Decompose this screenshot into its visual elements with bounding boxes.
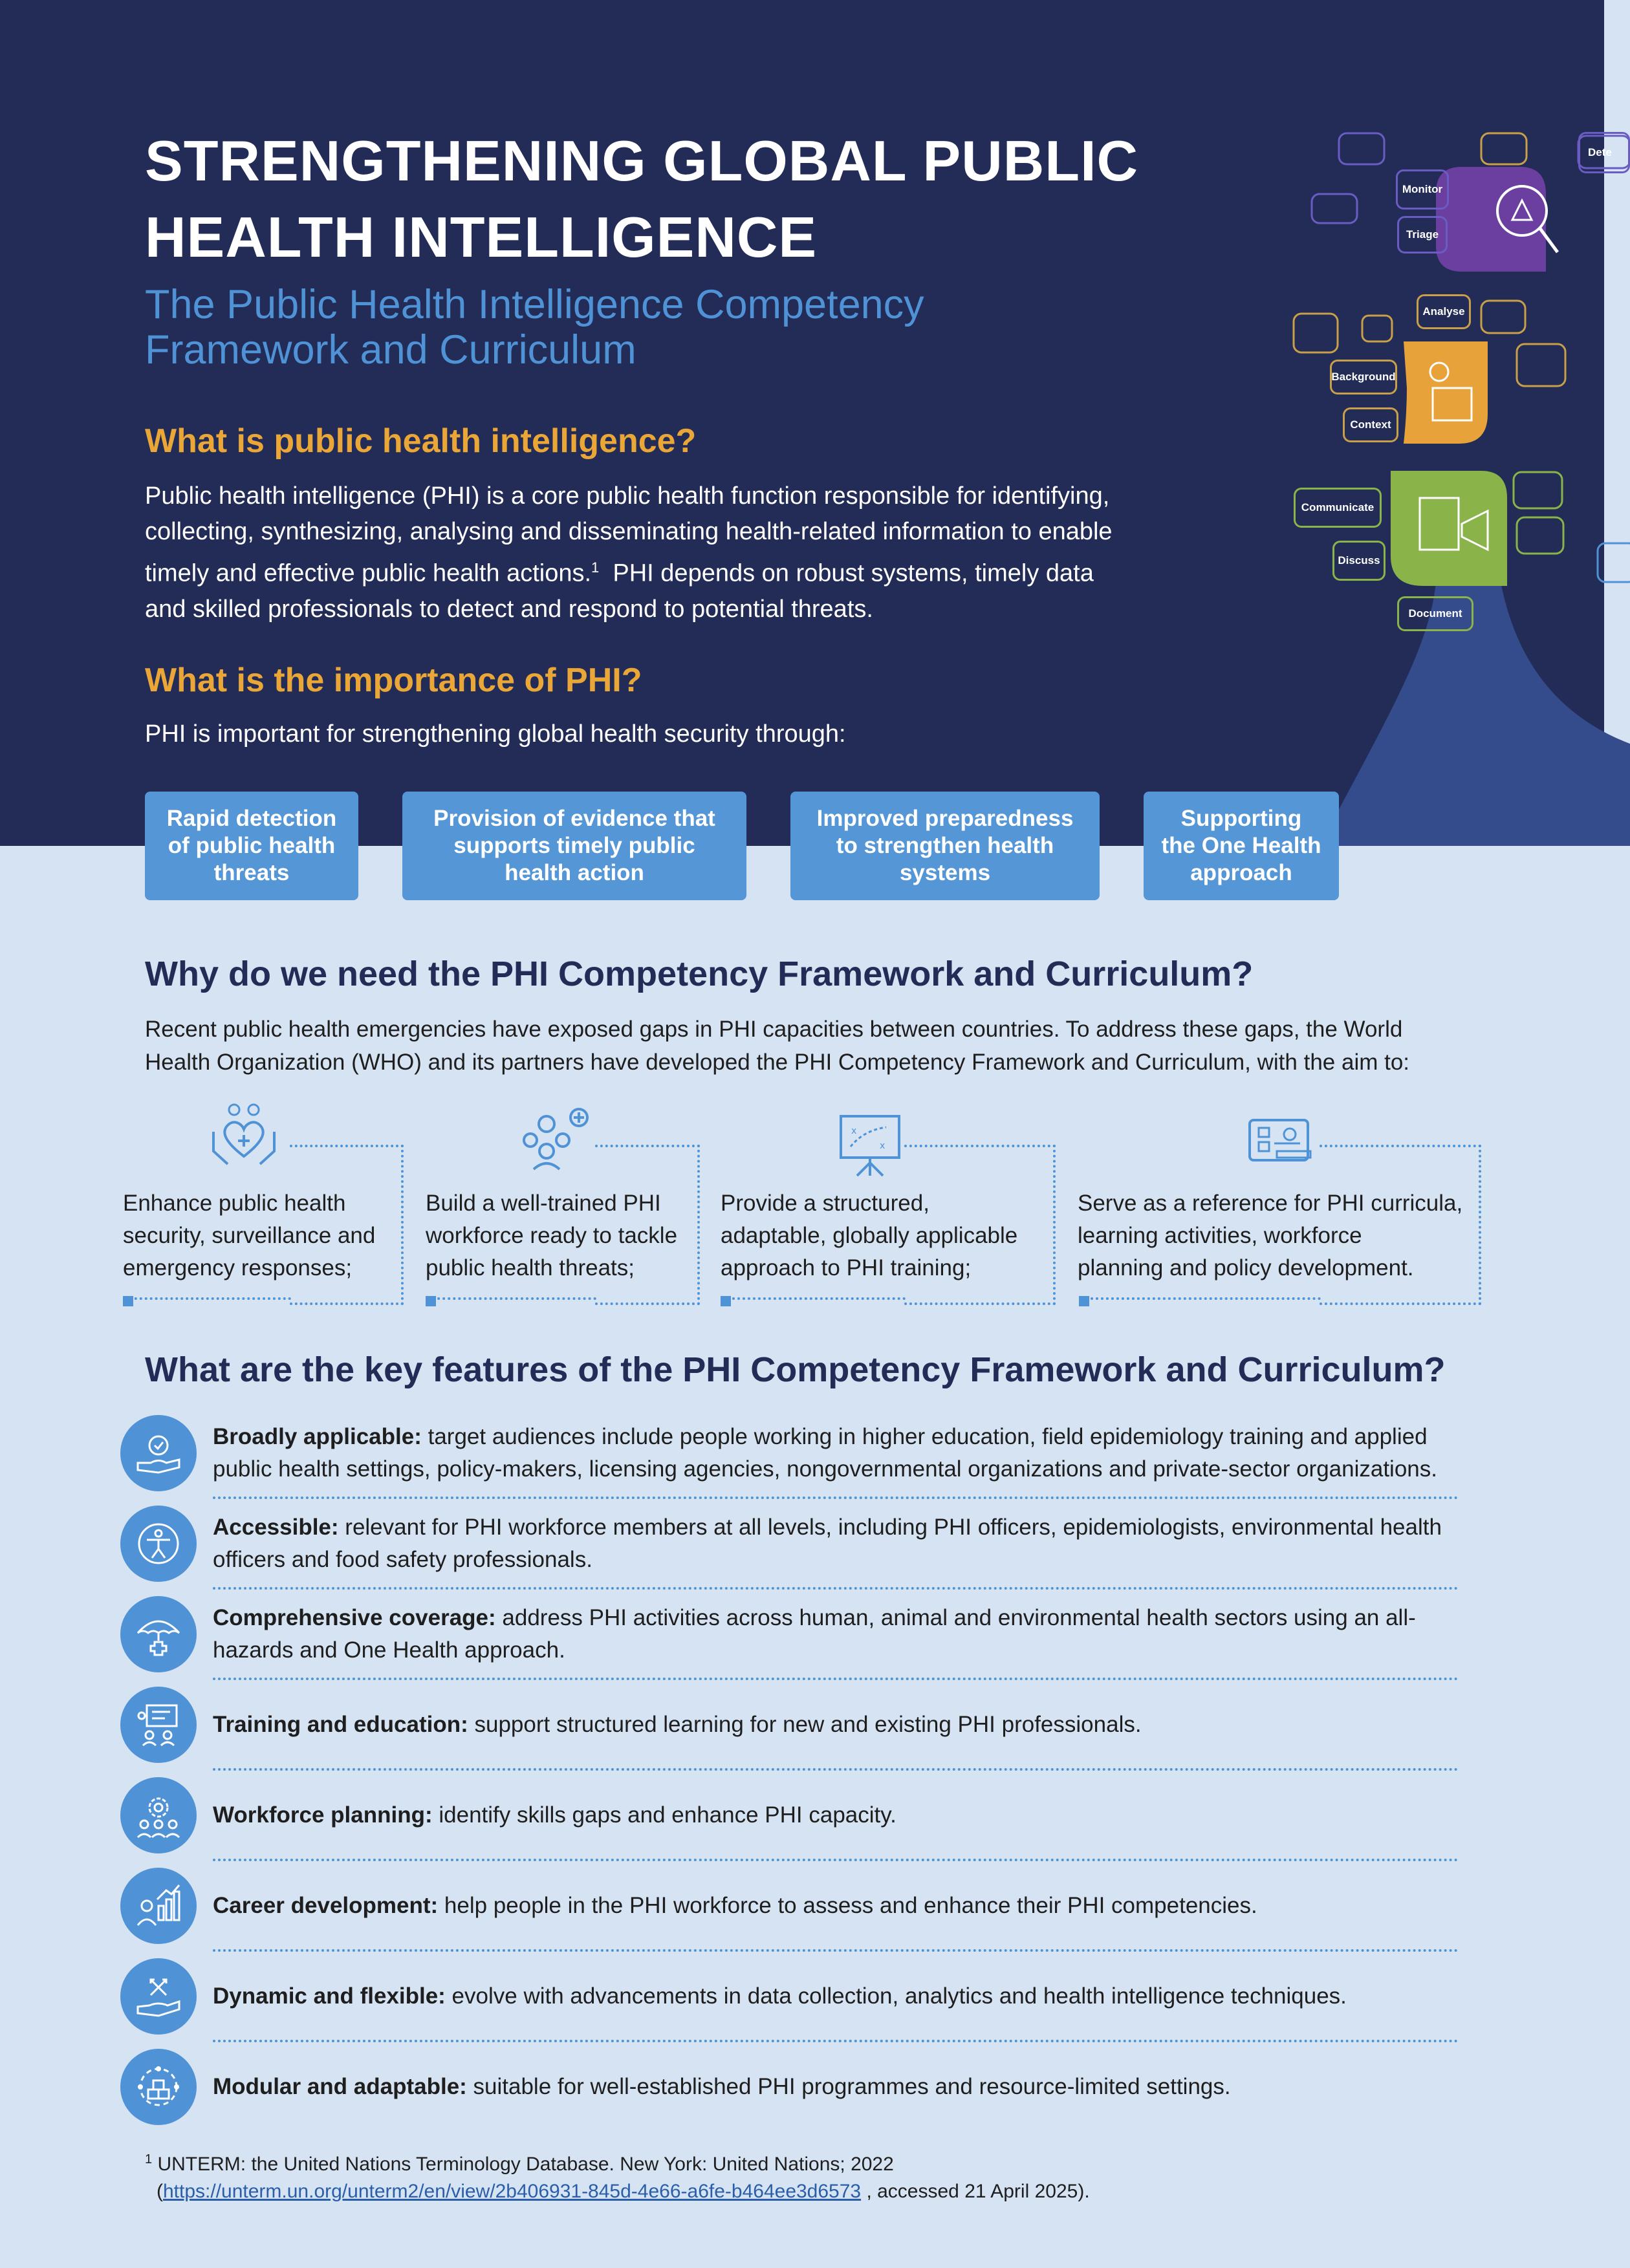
paragraph-line: Recent public health emergencies have exposed gaps in PHI capacities between countries. To address these gaps, the World	[145, 1017, 1403, 1042]
umbrella-cross-icon	[120, 1596, 197, 1672]
box-line: approach	[1190, 860, 1292, 885]
heart-hands-icon	[208, 1099, 279, 1171]
header-band	[0, 0, 1612, 846]
aim-1-dot	[123, 1296, 133, 1306]
importance-intro: PHI is important for strengthening global health security through:	[145, 720, 846, 748]
box-line: threats	[213, 860, 290, 885]
feature-label: Accessible:	[213, 1515, 339, 1540]
footnote-paren: (	[157, 2181, 163, 2202]
feature-text	[213, 1952, 1455, 2041]
box-line: supports timely public	[453, 833, 695, 858]
footnote-text: , accessed 21 April 2025).	[861, 2181, 1090, 2202]
importance-box-rapid-detection	[145, 792, 358, 900]
box-line: Rapid detection	[166, 806, 337, 831]
paragraph-line: and skilled professionals to detect and respond to potential threats.	[145, 595, 873, 623]
what-is-phi-paragraph	[145, 479, 1193, 627]
paragraph-line	[145, 550, 1193, 592]
aim-line: learning activities, workforce	[1078, 1223, 1362, 1248]
feature-description: evolve with advancements in data collection, analytics and health intelligence techniques.	[445, 1983, 1347, 2009]
classroom-icon	[120, 1687, 197, 1763]
feature-comprehensive	[120, 1590, 1461, 1680]
feature-label: Training and education:	[213, 1712, 468, 1737]
aim-3-base	[722, 1297, 906, 1300]
paragraph-line: collecting, synthesizing, analysing and disseminating health-related information to enable	[145, 518, 1113, 545]
tag-triage: Triage	[1397, 216, 1448, 254]
aim-line: approach to PHI training;	[721, 1255, 972, 1280]
feature-label: Modular and adaptable:	[213, 2074, 467, 2099]
title-line-1: STRENGTHENING GLOBAL PUBLIC	[145, 129, 1139, 193]
accessibility-icon	[120, 1506, 197, 1582]
feature-text	[213, 1680, 1455, 1769]
box-line: Supporting	[1180, 806, 1302, 831]
aim-line: workforce ready to tackle	[426, 1223, 678, 1248]
tag-discuss: Discuss	[1332, 541, 1386, 581]
aim-line: Enhance public health	[123, 1191, 346, 1216]
aim-line: adaptable, globally applicable	[721, 1223, 1018, 1248]
box-line: Provision of evidence that	[433, 806, 715, 831]
heading-what-is-phi: What is public health intelligence?	[145, 422, 697, 460]
feature-label: Broadly applicable:	[213, 1424, 422, 1449]
aim-3-text	[721, 1187, 1057, 1284]
aim-line: Serve as a reference for PHI curricula,	[1078, 1191, 1463, 1216]
feature-description: target audiences include people working in higher education, field epidemiology training and applied public health settings, policy-makers, licensing agencies, nongovernmental organizations and private-sector organizations.	[213, 1424, 1437, 1482]
box-line: systems	[899, 860, 991, 885]
growth-chart-icon	[120, 1868, 197, 1944]
aim-1-text	[123, 1187, 395, 1284]
feature-description: support structured learning for new and existing PHI professionals.	[468, 1712, 1142, 1737]
phi-tree-illustration	[1268, 0, 1630, 846]
team-gear-icon	[120, 1777, 197, 1853]
feature-accessible	[120, 1499, 1461, 1590]
importance-box-evidence	[402, 792, 746, 900]
footnote	[145, 2146, 1090, 2205]
feature-text	[213, 1499, 1455, 1588]
box-line: to strengthen health	[836, 833, 1054, 858]
tag-detect: Dete	[1578, 132, 1630, 173]
subtitle-line-2: Framework and Curriculum	[145, 327, 636, 373]
aim-2-text	[426, 1187, 697, 1284]
aim-1-base	[124, 1297, 291, 1300]
aim-4-text	[1078, 1187, 1479, 1284]
aim-3-dot	[721, 1296, 731, 1306]
aim-4-dot	[1079, 1296, 1089, 1306]
feature-description: address PHI activities across human, animal and environmental health sectors using an all-hazards and One Health approach.	[213, 1605, 1416, 1663]
title-line-2: HEALTH INTELLIGENCE	[145, 205, 818, 269]
hand-arrows-icon	[120, 1958, 197, 2035]
footnote-link[interactable]: https://unterm.un.org/unterm2/en/view/2b406931-845d-4e66-a6fe-b464ee3d6573	[163, 2181, 862, 2202]
aim-line: public health threats;	[426, 1255, 635, 1280]
page-subtitle	[145, 282, 1115, 373]
tag-monitor: Monitor	[1396, 169, 1449, 210]
feature-broadly-applicable	[120, 1409, 1461, 1499]
paragraph-text: timely and effective public health actions.	[145, 559, 592, 587]
tag-communicate: Communicate	[1294, 488, 1382, 528]
box-line: Improved preparedness	[816, 806, 1074, 831]
hand-gear-icon	[120, 1415, 197, 1491]
feature-description: suitable for well-established PHI programmes and resource-limited settings.	[466, 2074, 1231, 2099]
heading-importance: What is the importance of PHI?	[145, 662, 642, 699]
feature-career-development	[120, 1861, 1461, 1952]
box-line: of public health	[168, 833, 336, 858]
tag-analyse: Analyse	[1417, 294, 1471, 329]
aim-2-base	[427, 1297, 596, 1300]
feature-description: identify skills gaps and enhance PHI capacity.	[432, 1802, 896, 1828]
feature-description: relevant for PHI workforce members at all levels, including PHI officers, epidemiologists, environmental health officers and food safety professionals.	[213, 1515, 1442, 1572]
paragraph-line: Public health intelligence (PHI) is a core public health function responsible for identifying,	[145, 482, 1110, 510]
feature-dynamic-flexible	[120, 1952, 1461, 2042]
feature-workforce-planning	[120, 1771, 1461, 1861]
heading-features: What are the key features of the PHI Competency Framework and Curriculum?	[145, 1350, 1446, 1389]
page-title	[145, 123, 1180, 275]
heading-why: Why do we need the PHI Competency Framework and Curriculum?	[145, 955, 1254, 993]
importance-box-preparedness	[790, 792, 1100, 900]
aim-2-dot	[426, 1296, 436, 1306]
feature-label: Dynamic and flexible:	[213, 1983, 446, 2009]
footnote-line-2	[145, 2178, 1090, 2205]
feature-text	[213, 1861, 1455, 1950]
feature-label: Workforce planning:	[213, 1802, 433, 1828]
aim-line: Provide a structured,	[721, 1191, 929, 1216]
aim-line: security, surveillance and	[123, 1223, 376, 1248]
footnote-mark: 1	[145, 2152, 153, 2166]
modules-cycle-icon	[120, 2049, 197, 2125]
footnote-ref: 1	[591, 559, 600, 576]
team-add-icon	[517, 1105, 589, 1176]
paragraph-text: PHI depends on robust systems, timely data	[599, 559, 1094, 587]
orange-leaf	[1404, 341, 1488, 444]
tag-document: Document	[1397, 596, 1473, 631]
feature-text	[213, 2042, 1455, 2132]
feature-training	[120, 1680, 1461, 1771]
importance-box-one-health	[1144, 792, 1339, 900]
green-leaf	[1391, 471, 1507, 586]
svg-text:x: x	[851, 1126, 857, 1136]
strategy-board-icon	[834, 1111, 906, 1182]
feature-text	[213, 1771, 1455, 1860]
feature-label: Career development:	[213, 1893, 439, 1918]
aim-line: Build a well-trained PHI	[426, 1191, 661, 1216]
feature-description: help people in the PHI workforce to assess and enhance their PHI competencies.	[438, 1893, 1257, 1918]
aim-line: planning and policy development.	[1078, 1255, 1414, 1280]
why-paragraph	[145, 1013, 1477, 1079]
feature-text	[213, 1590, 1455, 1679]
box-line: health action	[505, 860, 644, 885]
subtitle-line-1: The Public Health Intelligence Competency	[145, 282, 924, 327]
tag-background: Background	[1330, 360, 1397, 394]
blueprint-icon	[1244, 1111, 1316, 1182]
tag-context: Context	[1343, 407, 1398, 442]
svg-text:x: x	[880, 1141, 886, 1151]
aim-4-base	[1080, 1297, 1321, 1300]
paragraph-line: Health Organization (WHO) and its partners have developed the PHI Competency Framework and Curriculum, with the aim to:	[145, 1050, 1410, 1075]
footnote-line-1	[145, 2146, 1090, 2178]
feature-label: Comprehensive coverage:	[213, 1605, 496, 1630]
aim-line: emergency responses;	[123, 1255, 353, 1280]
feature-text	[213, 1409, 1455, 1498]
feature-modular-adaptable	[120, 2042, 1461, 2133]
box-line: the One Health	[1161, 833, 1321, 858]
footnote-text: UNTERM: the United Nations Terminology Database. New York: United Nations; 2022	[152, 2154, 894, 2175]
